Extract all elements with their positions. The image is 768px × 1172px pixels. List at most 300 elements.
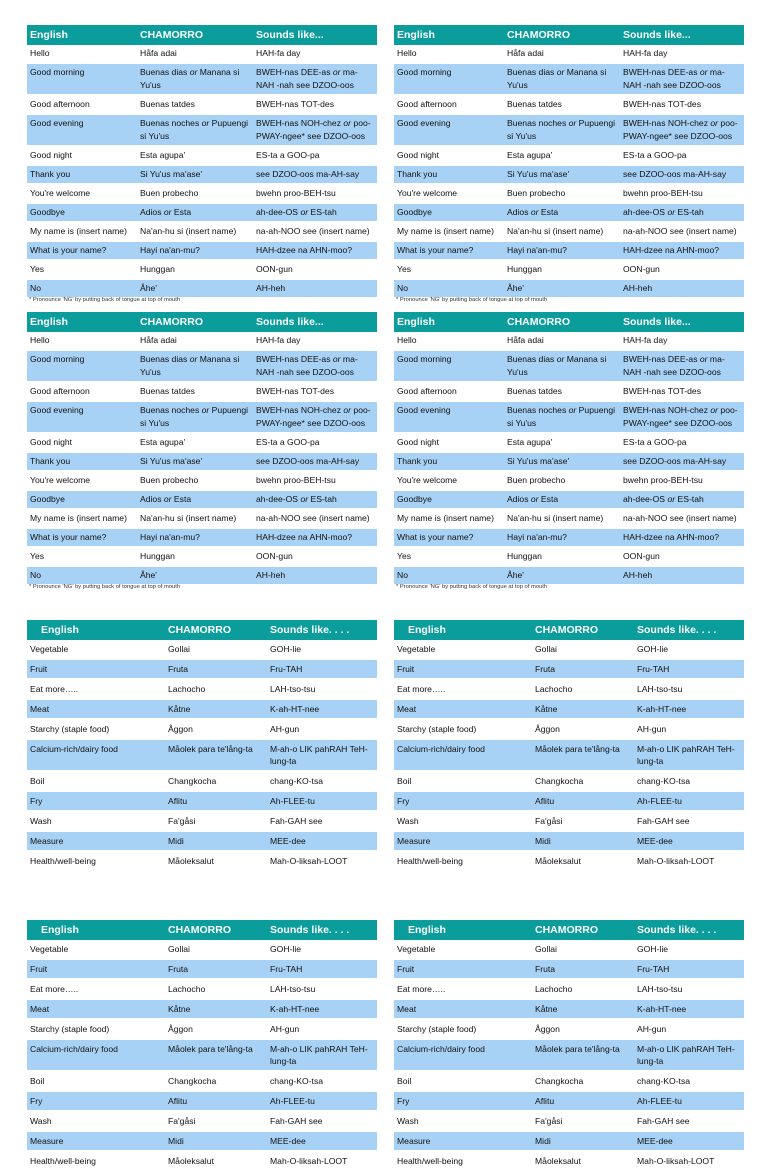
table-row [394,332,744,350]
chamorro-cell: Esta agupa' [504,146,620,165]
table-row [27,1111,377,1131]
chamorro-cell: Fruta [165,659,267,679]
header-cell: Sounds like. . . . [634,920,744,940]
header-cell: CHAMORRO [165,920,267,940]
pronunciation-cell: BWEH-nas TOT-des [253,95,377,114]
chamorro-cell: Buenas noches or Pupuengi si Yu'us [137,114,253,146]
food-card-3 [27,920,377,1172]
table-row [27,471,377,490]
chamorro-cell: Buenas tatdes [137,382,253,401]
english-cell: Hello [27,332,137,350]
pronunciation-cell: na-ah-NOO see (insert name) [253,222,377,241]
english-cell: Calcium-rich/dairy food [394,1039,532,1071]
pronunciation-cell: na-ah-NOO see (insert name) [620,509,744,528]
table-row [394,659,744,679]
english-cell: Health/well-being [394,851,532,871]
english-cell: Measure [394,831,532,851]
table-row [27,1091,377,1111]
pronunciation-cell: see DZOO-oos ma-AH-say [253,165,377,184]
greetings-table [394,25,744,299]
chamorro-cell: Buenas noches or Pupuengi si Yu'us [137,401,253,433]
greetings-card-2 [394,25,744,304]
english-cell: No [27,566,137,585]
english-cell: You're welcome [394,471,504,490]
header-cell: CHAMORRO [504,312,620,332]
pronunciation-cell: HAH-dzee na AHN-moo? [620,241,744,260]
chamorro-cell: Hayi na'an-mu? [504,241,620,260]
english-cell: Vegetable [394,640,532,659]
pronunciation-cell: AH-gun [634,719,744,739]
pronunciation-cell: BWEH-nas TOT-des [620,95,744,114]
chamorro-cell: Åhe' [137,279,253,298]
table-row [394,95,744,114]
table-row [394,1019,744,1039]
header-cell: English [394,620,532,640]
pronunciation-cell: K-ah-HT-nee [634,699,744,719]
english-cell: Thank you [27,452,137,471]
table-row [27,279,377,298]
table-row [27,811,377,831]
chamorro-cell: Hayi na'an-mu? [504,528,620,547]
english-cell: Meat [394,999,532,1019]
chamorro-cell: Changkocha [165,771,267,791]
chamorro-cell: Lachocho [165,679,267,699]
table-row [27,401,377,433]
english-cell: Health/well-being [27,1151,165,1171]
table-row [394,999,744,1019]
chamorro-cell: Hunggan [137,547,253,566]
chamorro-cell: Håfa adai [504,45,620,63]
pronunciation-cell: BWEH-nas NOH-chez or poo-PWAY-ngee* see DZOO-oos [253,401,377,433]
table-row [394,791,744,811]
english-cell: Eat more….. [394,979,532,999]
table-row [394,1131,744,1151]
table-row [394,940,744,959]
table-row [394,811,744,831]
pronunciation-cell: M-ah-o LIK pahRAH TeH-lung-ta [634,1039,744,1071]
table-row [27,719,377,739]
chamorro-cell: Åhe' [504,566,620,585]
table-row [27,659,377,679]
table-row [394,114,744,146]
english-cell: Good evening [27,401,137,433]
pronunciation-cell: Fah-GAH see [634,811,744,831]
pronunciation-cell: BWEH-nas NOH-chez or poo-PWAY-ngee* see DZOO-oos [620,401,744,433]
pronunciation-cell: ah-dee-OS or ES-tah [253,490,377,509]
english-cell: My name is (insert name) [394,509,504,528]
pronunciation-cell: chang-KO-tsa [267,771,377,791]
chamorro-cell: Åggon [165,1019,267,1039]
english-cell: Good afternoon [27,382,137,401]
chamorro-cell: Adios or Esta [504,490,620,509]
english-cell: Calcium-rich/dairy food [27,739,165,771]
english-cell: Vegetable [27,940,165,959]
table-row [27,1151,377,1171]
table-row [27,433,377,452]
english-cell: Eat more….. [394,679,532,699]
english-cell: Hello [394,45,504,63]
footnote: * Pronounce 'NG' by putting back of tongue at top of mouth [396,584,548,590]
chamorro-cell: Fa'gåsi [165,811,267,831]
table-row [394,350,744,382]
table-row [27,184,377,203]
table-row [394,771,744,791]
chamorro-cell: Lachocho [532,979,634,999]
table-row [27,959,377,979]
table-row [27,771,377,791]
pronunciation-cell: Fah-GAH see [267,811,377,831]
header-cell: Sounds like... [253,312,377,332]
greetings-card-1 [27,25,377,304]
pronunciation-cell: BWEH-nas NOH-chez or poo-PWAY-ngee* see DZOO-oos [620,114,744,146]
pronunciation-cell: chang-KO-tsa [634,771,744,791]
english-cell: Meat [27,699,165,719]
english-cell: Good night [27,146,137,165]
chamorro-cell: Gollai [532,940,634,959]
pronunciation-cell: M-ah-o LIK pahRAH TeH-lung-ta [267,1039,377,1071]
chamorro-cell: Kåtne [165,999,267,1019]
table-row [27,146,377,165]
header-cell: English [27,620,165,640]
table-row [394,739,744,771]
header-cell: English [27,25,137,45]
chamorro-cell: Buenas dias or Manana si Yu'us [504,350,620,382]
english-cell: Fruit [27,959,165,979]
pronunciation-cell: bwehn proo-BEH-tsu [253,471,377,490]
pronunciation-cell: Fah-GAH see [634,1111,744,1131]
pronunciation-cell: Mah-O-liksah-LOOT [634,851,744,871]
pronunciation-cell: Fru-TAH [634,659,744,679]
chamorro-cell: Måoleksalut [532,851,634,871]
chamorro-cell: Måolek para te'lång-ta [165,739,267,771]
greetings-table [27,312,377,586]
table-row [394,640,744,659]
chamorro-cell: Måolek para te'lång-ta [532,1039,634,1071]
chamorro-cell: Changkocha [165,1071,267,1091]
pronunciation-cell: Fru-TAH [267,659,377,679]
chamorro-cell: Fa'gåsi [532,1111,634,1131]
pronunciation-cell: GOH-lie [267,940,377,959]
table-row [394,831,744,851]
table-row [27,241,377,260]
footnote: * Pronounce 'NG' by putting back of tongue at top of mouth [396,297,548,303]
header-row [394,620,744,640]
food-table [394,620,744,872]
table-row [394,401,744,433]
pronunciation-cell: HAH-fa day [620,332,744,350]
chamorro-cell: Åggon [532,1019,634,1039]
pronunciation-cell: LAH-tso-tsu [634,979,744,999]
english-cell: Wash [394,1111,532,1131]
english-cell: Hello [394,332,504,350]
chamorro-cell: Buenas noches or Pupuengi si Yu'us [504,114,620,146]
table-row [394,699,744,719]
english-cell: Meat [27,999,165,1019]
header-row [394,312,744,332]
english-cell: Fry [27,1091,165,1111]
chamorro-cell: Midi [165,1131,267,1151]
table-row [27,260,377,279]
pronunciation-cell: Ah-FLEE-tu [634,1091,744,1111]
english-cell: Thank you [27,165,137,184]
chamorro-cell: Aflitu [165,1091,267,1111]
header-cell: Sounds like. . . . [634,620,744,640]
header-cell: CHAMORRO [504,25,620,45]
english-cell: What is your name? [394,241,504,260]
english-cell: Good morning [27,350,137,382]
english-cell: Eat more….. [27,979,165,999]
english-cell: Fry [27,791,165,811]
pronunciation-cell: Mah-O-liksah-LOOT [267,1151,377,1171]
english-cell: Goodbye [27,203,137,222]
english-cell: Starchy (staple food) [394,719,532,739]
english-cell: Meat [394,699,532,719]
chamorro-cell: Fa'gåsi [165,1111,267,1131]
chamorro-cell: Changkocha [532,1071,634,1091]
table-row [394,382,744,401]
english-cell: Goodbye [394,203,504,222]
table-row [27,382,377,401]
pronunciation-cell: Fru-TAH [634,959,744,979]
chamorro-cell: Hayi na'an-mu? [137,528,253,547]
pronunciation-cell: HAH-fa day [253,45,377,63]
chamorro-cell: Hunggan [137,260,253,279]
pronunciation-cell: ah-dee-OS or ES-tah [253,203,377,222]
chamorro-cell: Esta agupa' [137,146,253,165]
chamorro-cell: Aflitu [165,791,267,811]
english-cell: Boil [27,771,165,791]
table-row [394,979,744,999]
english-cell: Good afternoon [27,95,137,114]
chamorro-cell: Måolek para te'lång-ta [532,739,634,771]
chamorro-cell: Buenas dias or Manana si Yu'us [504,63,620,95]
english-cell: You're welcome [27,471,137,490]
english-cell: No [394,566,504,585]
chamorro-cell: Fruta [532,659,634,679]
chamorro-cell: Åhe' [504,279,620,298]
chamorro-cell: Hunggan [504,260,620,279]
pronunciation-cell: AH-heh [253,279,377,298]
pronunciation-cell: OON-gun [253,547,377,566]
english-cell: Vegetable [394,940,532,959]
chamorro-cell: Fa'gåsi [532,811,634,831]
chamorro-cell: Adios or Esta [137,203,253,222]
header-row [27,25,377,45]
header-cell: English [27,312,137,332]
english-cell: Wash [27,1111,165,1131]
pronunciation-cell: OON-gun [253,260,377,279]
pronunciation-cell: Mah-O-liksah-LOOT [267,851,377,871]
header-cell: English [394,25,504,45]
pronunciation-cell: HAH-dzee na AHN-moo? [253,241,377,260]
table-row [27,528,377,547]
table-row [394,452,744,471]
table-row [394,1111,744,1131]
chamorro-cell: Fruta [532,959,634,979]
header-cell: Sounds like... [253,25,377,45]
chamorro-cell: Kåtne [532,699,634,719]
pronunciation-cell: GOH-lie [634,640,744,659]
english-cell: Thank you [394,165,504,184]
table-row [394,566,744,585]
english-cell: Goodbye [394,490,504,509]
pronunciation-cell: HAH-fa day [620,45,744,63]
table-row [27,490,377,509]
header-cell: Sounds like. . . . [267,620,377,640]
english-cell: Wash [27,811,165,831]
food-table [27,920,377,1172]
pronunciation-cell: chang-KO-tsa [634,1071,744,1091]
table-row [394,63,744,95]
table-row [27,63,377,95]
pronunciation-cell: Ah-FLEE-tu [634,791,744,811]
pronunciation-cell: BWEH-nas DEE-as or ma-NAH -nah see DZOO-oos [253,63,377,95]
chamorro-cell: Lachocho [165,979,267,999]
header-row [27,620,377,640]
table-row [394,433,744,452]
chamorro-cell: Esta agupa' [137,433,253,452]
english-cell: Starchy (staple food) [27,1019,165,1039]
table-row [394,165,744,184]
table-row [394,279,744,298]
pronunciation-cell: bwehn proo-BEH-tsu [620,184,744,203]
pronunciation-cell: AH-heh [620,279,744,298]
table-row [27,699,377,719]
chamorro-cell: Si Yu'us ma'ase' [137,452,253,471]
table-row [394,851,744,871]
chamorro-cell: Gollai [532,640,634,659]
chamorro-cell: Håfa adai [137,45,253,63]
pronunciation-cell: ah-dee-OS or ES-tah [620,490,744,509]
english-cell: Yes [27,260,137,279]
table-row [394,146,744,165]
table-row [27,831,377,851]
header-cell: CHAMORRO [532,920,634,940]
header-row [394,25,744,45]
table-row [394,959,744,979]
pronunciation-cell: Fah-GAH see [267,1111,377,1131]
pronunciation-cell: LAH-tso-tsu [267,979,377,999]
greetings-card-3 [27,312,377,591]
chamorro-cell: Changkocha [532,771,634,791]
table-row [394,490,744,509]
table-row [27,452,377,471]
table-row [394,528,744,547]
pronunciation-cell: Ah-FLEE-tu [267,1091,377,1111]
table-row [27,1071,377,1091]
food-table [27,620,377,872]
header-row [394,920,744,940]
chamorro-cell: Hunggan [504,547,620,566]
chamorro-cell: Na'an-hu si (insert name) [137,222,253,241]
chamorro-cell: Na'an-hu si (insert name) [137,509,253,528]
pronunciation-cell: MEE-dee [634,1131,744,1151]
header-cell: CHAMORRO [137,25,253,45]
pronunciation-cell: AH-gun [634,1019,744,1039]
pronunciation-cell: BWEH-nas TOT-des [253,382,377,401]
header-cell: CHAMORRO [165,620,267,640]
english-cell: Good morning [27,63,137,95]
english-cell: What is your name? [27,528,137,547]
pronunciation-cell: HAH-dzee na AHN-moo? [253,528,377,547]
english-cell: Fruit [394,659,532,679]
chamorro-cell: Håfa adai [504,332,620,350]
table-row [27,332,377,350]
pronunciation-cell: LAH-tso-tsu [267,679,377,699]
table-row [27,95,377,114]
header-cell: Sounds like. . . . [267,920,377,940]
table-row [394,260,744,279]
chamorro-cell: Si Yu'us ma'ase' [137,165,253,184]
header-cell: English [394,920,532,940]
chamorro-cell: Gollai [165,940,267,959]
pronunciation-cell: see DZOO-oos ma-AH-say [620,452,744,471]
pronunciation-cell: K-ah-HT-nee [267,699,377,719]
pronunciation-cell: AH-heh [253,566,377,585]
english-cell: My name is (insert name) [27,509,137,528]
pronunciation-cell: BWEH-nas DEE-as or ma-NAH -nah see DZOO-oos [620,63,744,95]
table-row [394,719,744,739]
table-row [27,547,377,566]
english-cell: Yes [394,260,504,279]
table-row [27,1039,377,1071]
pronunciation-cell: MEE-dee [267,831,377,851]
pronunciation-cell: AH-gun [267,719,377,739]
english-cell: My name is (insert name) [27,222,137,241]
table-row [27,791,377,811]
header-cell: Sounds like... [620,312,744,332]
table-row [394,1151,744,1171]
table-row [27,979,377,999]
food-card-2 [394,620,744,872]
chamorro-cell: Buenas tatdes [504,95,620,114]
chamorro-cell: Midi [532,1131,634,1151]
chamorro-cell: Måoleksalut [165,1151,267,1171]
chamorro-cell: Åggon [532,719,634,739]
pronunciation-cell: LAH-tso-tsu [634,679,744,699]
english-cell: Health/well-being [394,1151,532,1171]
pronunciation-cell: see DZOO-oos ma-AH-say [620,165,744,184]
english-cell: Fry [394,791,532,811]
english-cell: You're welcome [394,184,504,203]
chamorro-cell: Kåtne [532,999,634,1019]
english-cell: What is your name? [27,241,137,260]
chamorro-cell: Aflitu [532,791,634,811]
table-row [394,547,744,566]
pronunciation-cell: M-ah-o LIK pahRAH TeH-lung-ta [634,739,744,771]
english-cell: No [27,279,137,298]
english-cell: Boil [394,1071,532,1091]
chamorro-cell: Esta agupa' [504,433,620,452]
chamorro-cell: Midi [532,831,634,851]
table-row [27,1131,377,1151]
english-cell: Fruit [27,659,165,679]
english-cell: Fruit [394,959,532,979]
pronunciation-cell: Fru-TAH [267,959,377,979]
chamorro-cell: Buenas tatdes [137,95,253,114]
table-row [394,679,744,699]
english-cell: Good night [394,433,504,452]
pronunciation-cell: Mah-O-liksah-LOOT [634,1151,744,1171]
chamorro-cell: Fruta [165,959,267,979]
english-cell: Measure [27,1131,165,1151]
table-row [27,640,377,659]
table-row [27,165,377,184]
english-cell: No [394,279,504,298]
table-row [27,851,377,871]
pronunciation-cell: see DZOO-oos ma-AH-say [253,452,377,471]
chamorro-cell: Adios or Esta [504,203,620,222]
